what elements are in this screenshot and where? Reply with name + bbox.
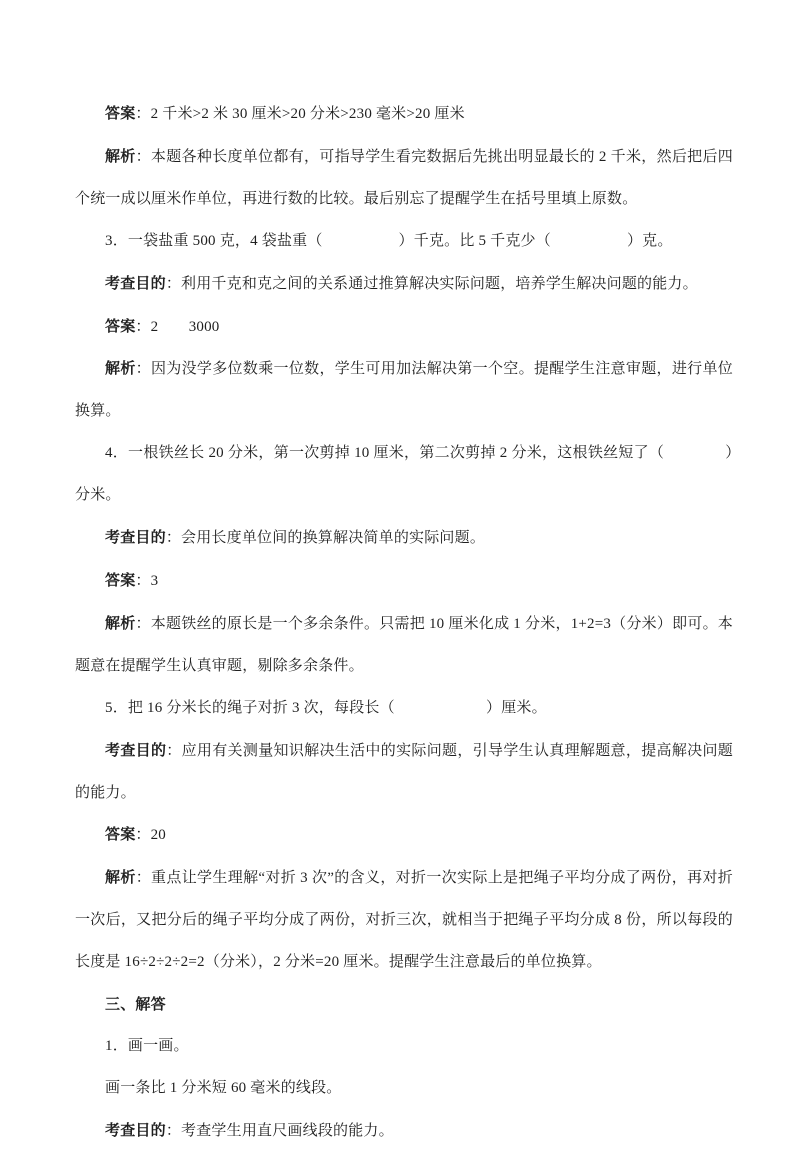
answer-line-q3 [75,306,733,349]
purpose-label: 考查目的 [105,1121,166,1139]
answer-text: ：2 3000 [135,318,220,335]
analysis-text: ：本题铁丝的原长是一个多余条件。只需把 10 厘米化成 1 分米，1+2=3（分米）即可。本题意在提醒学生认真审题，剔除多余条件。 [75,615,734,674]
analysis-text: ：因为没学多位数乘一位数，学生可用加法解决第一个空。提醒学生注意审题，进行单位换算。 [75,361,733,420]
answer-line-q5 [75,814,733,857]
section-heading-text: 三、解答 [105,996,166,1014]
analysis-text: ：重点让学生理解“对折 3 次”的含义，对折一次实际上是把绳子平均分成了两份，再对折一次后，又把分后的绳子平均分成了两份，对折三次，就相当于把绳子平均分成 8 份，所以每段的长度是 16÷2÷2÷2=2（分米），2 分米=20 厘米。提醒学生注意最后的单位换算。 [75,870,733,971]
purpose-text: ：考查学生用直尺画线段的能力。 [165,1122,394,1139]
purpose-text: ：利用千克和克之间的关系通过推算解决实际问题，培养学生解决问题的能力。 [165,275,698,292]
purpose-text: ：会用长度单位间的换算解决简单的实际问题。 [165,530,486,547]
purpose-text: ：应用有关测量知识解决生活中的实际问题，引导学生认真理解题意，提高解决问题的能力。 [75,742,733,801]
question-3 [75,221,733,263]
answer-label: 答案 [105,826,136,844]
purpose-line-q5 [75,730,733,815]
answer-label: 答案 [105,571,136,589]
analysis-label: 解析 [105,360,136,378]
question-5-text: 5．把 16 分米长的绳子对折 3 次，每段长（ ）厘米。 [105,699,547,716]
purpose-line-q4 [75,517,733,560]
section-heading [75,984,733,1026]
answer-label: 答案 [105,317,136,335]
answer-text: ：3 [135,572,159,589]
analysis-line-q5 [75,857,733,984]
analysis-line-q2 [75,136,733,221]
analysis-line-q4 [75,603,733,688]
answer-text: ：2 千米>2 米 30 厘米>20 分米>230 毫米>20 厘米 [135,106,465,122]
question-4 [75,433,733,517]
analysis-line-q3 [75,348,733,433]
purpose-label: 考查目的 [105,529,166,547]
question-draw [75,1026,733,1068]
statement-draw-text: 画一条比 1 分米短 60 毫米的线段。 [105,1079,342,1096]
statement-draw [75,1068,733,1110]
analysis-label: 解析 [105,614,136,632]
question-3-text: 3．一袋盐重 500 克，4 袋盐重（ ）千克。比 5 千克少（ ）克。 [105,232,673,249]
question-draw-text: 1．画一画。 [105,1037,189,1054]
answer-label: 答案 [105,105,136,122]
answer-text: ：20 [135,827,167,844]
purpose-line-draw [75,1110,733,1153]
purpose-line-q3 [75,263,733,306]
question-5 [75,688,733,730]
question-4-text: 4．一根铁丝长 20 分米，第一次剪掉 10 厘米，第二次剪掉 2 分米，这根铁丝短了（ ）分米。 [75,445,733,504]
answer-line-q4 [75,560,733,603]
purpose-label: 考查目的 [105,741,167,759]
analysis-text: ：本题各种长度单位都有，可指导学生看完数据后先挑出明显最长的 2 千米，然后把后四个统一成以厘米作单位，再进行数的比较。最后别忘了提醒学生在括号里填上原数。 [75,148,733,207]
analysis-label: 解析 [105,147,136,165]
analysis-label: 解析 [105,869,136,887]
answer-line-q2 [75,93,733,136]
purpose-label: 考查目的 [105,274,166,292]
